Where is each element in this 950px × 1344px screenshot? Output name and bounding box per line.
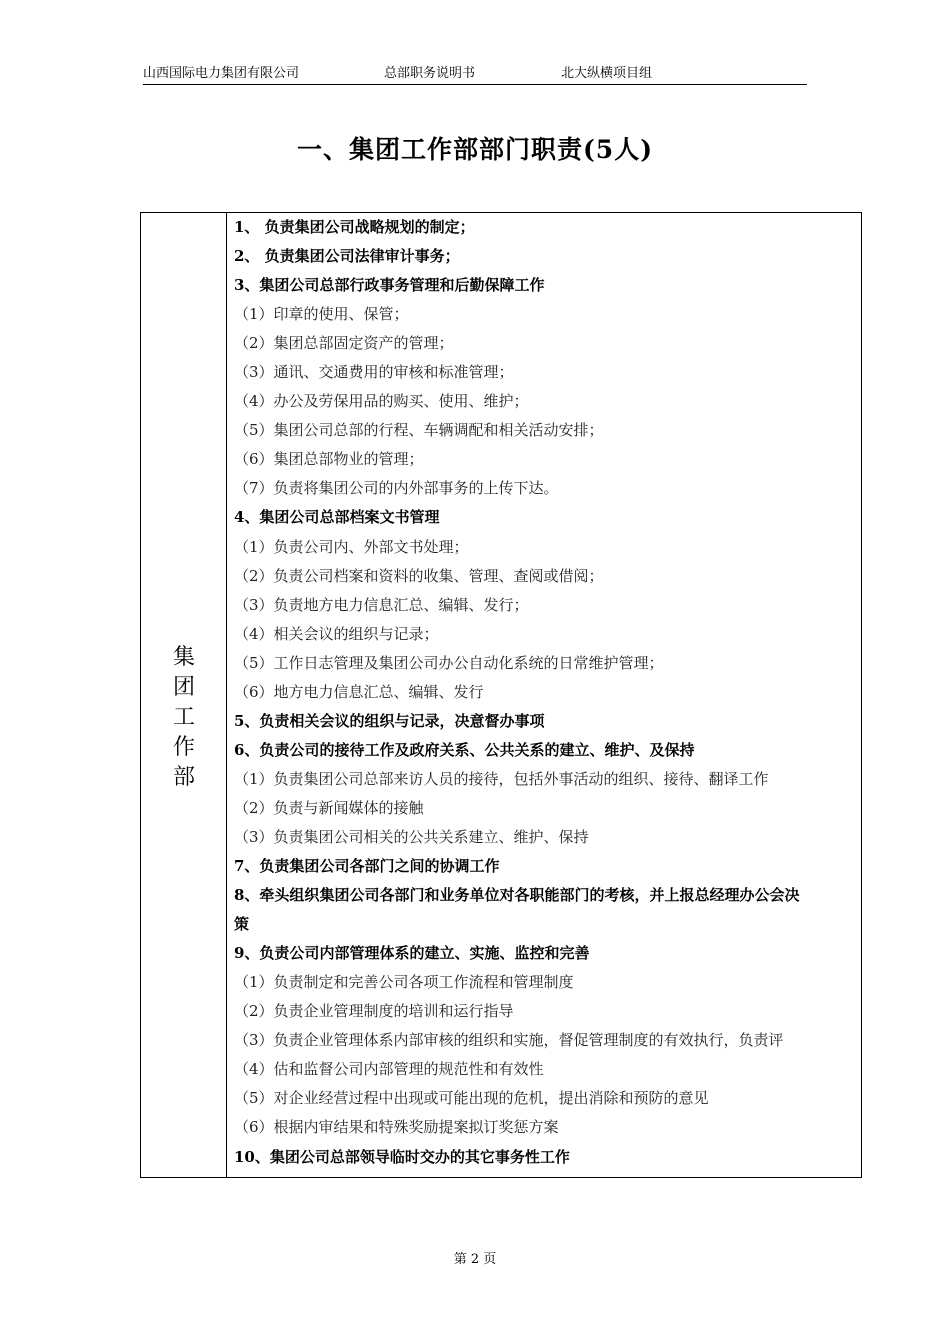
header-company: 山西国际电力集团有限公司 — [143, 66, 300, 81]
duty-subitem: （5）集团公司总部的行程、车辆调配和相关活动安排； — [234, 421, 604, 440]
duty-subitem: （2）集团总部固定资产的管理； — [234, 334, 454, 353]
duty-subitem: （4）办公及劳保用品的购买、使用、维护； — [234, 392, 529, 411]
duty-heading: 5、负责相关会议的组织与记录，决意督办事项 — [234, 711, 545, 730]
duty-heading: 2、 负责集团公司法律审计事务； — [234, 247, 460, 266]
duty-heading: 7、负责集团公司各部门之间的协调工作 — [234, 857, 500, 876]
duty-heading: 10、集团公司总部领导临时交办的其它事务性工作 — [234, 1147, 570, 1166]
duty-heading: 4、集团公司总部档案文书管理 — [234, 508, 440, 527]
duty-list — [234, 213, 862, 1172]
duty-subitem: （3）负责地方电力信息汇总、编辑、发行； — [234, 595, 529, 614]
page-number: 第 2 页 — [453, 1252, 497, 1267]
duty-subitem: （4）估和监督公司内部管理的规范性和有效性 — [234, 1060, 544, 1079]
duty-heading: 1、 负责集团公司战略规划的制定； — [234, 218, 475, 236]
duty-subitem: （5）对企业经营过程中出现或可能出现的危机，提出消除和预防的意见 — [234, 1089, 709, 1108]
header-document-name: 总部职务说明书 — [384, 66, 476, 81]
duty-subitem: （6）地方电力信息汇总、编辑、发行 — [234, 682, 484, 701]
department-cell — [141, 213, 227, 1177]
duty-heading: 6、负责公司的接待工作及政府关系、公共关系的建立、维护、及保持 — [234, 740, 695, 759]
duty-subitem: （1）负责制定和完善公司各项工作流程和管理制度 — [234, 973, 574, 992]
duty-subitem: （2）负责公司档案和资料的收集、管理、查阅或借阅； — [234, 566, 604, 585]
duty-subitem: （1）负责公司内、外部文书处理； — [234, 537, 469, 556]
duty-subitem: （5）工作日志管理及集团公司办公自动化系统的日常维护管理； — [234, 653, 664, 672]
duty-heading: 3、集团公司总部行政事务管理和后勤保障工作 — [234, 276, 545, 295]
duty-heading: 策 — [234, 915, 250, 934]
duty-subitem: （3）负责集团公司相关的公共关系建立、维护、保持 — [234, 827, 589, 846]
duty-subitem: （3）负责企业管理体系内部审核的组织和实施，督促管理制度的有效执行，负责评 — [234, 1031, 784, 1050]
duty-subitem: （1）负责集团公司总部来访人员的接待，包括外事活动的组织、接待、翻译工作 — [234, 769, 769, 788]
duty-subitem: （1）印章的使用、保管； — [234, 305, 409, 324]
page-title: 一、集团工作部部门职责(5人) — [296, 135, 654, 164]
page-header — [143, 64, 807, 85]
department-char: 集 — [172, 645, 195, 670]
department-char: 团 — [172, 675, 195, 700]
duty-subitem: （7）负责将集团公司的内外部事务的上传下达。 — [234, 479, 559, 498]
duty-heading: 9、负责公司内部管理体系的建立、实施、监控和完善 — [234, 944, 590, 963]
department-name — [141, 643, 227, 793]
duty-subitem: （2）负责企业管理制度的培训和运行指导 — [234, 1002, 514, 1021]
department-char: 工 — [172, 705, 195, 730]
duty-subitem: （2）负责与新闻媒体的接触 — [234, 798, 424, 817]
duty-heading: 8、牵头组织集团公司各部门和业务单位对各职能部门的考核，并上报总经理办公会决 — [234, 886, 800, 905]
department-char: 作 — [172, 735, 195, 760]
responsibility-table — [140, 212, 862, 1178]
duty-subitem: （6）根据内审结果和特殊奖励提案拟订奖惩方案 — [234, 1118, 559, 1137]
header-project-team: 北大纵横项目组 — [561, 66, 653, 81]
department-char: 部 — [172, 765, 195, 790]
duty-subitem: （4）相关会议的组织与记录； — [234, 624, 439, 643]
duty-subitem: （3）通讯、交通费用的审核和标准管理； — [234, 363, 514, 382]
duty-subitem: （6）集团总部物业的管理； — [234, 450, 424, 469]
